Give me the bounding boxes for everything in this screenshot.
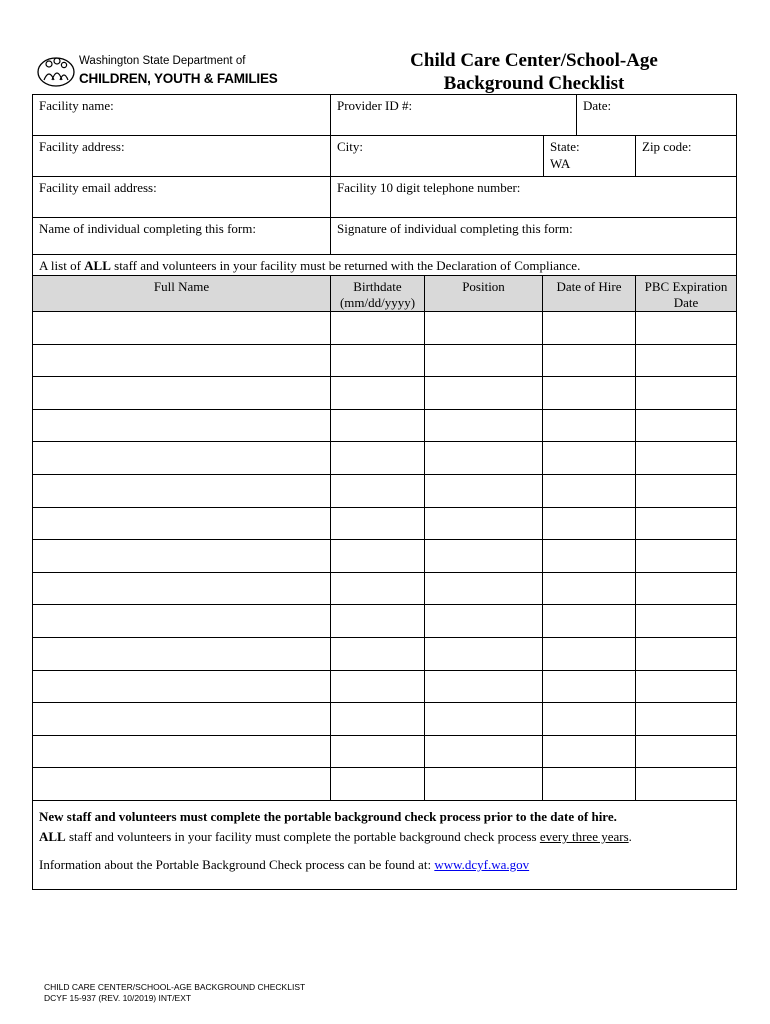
position-cell[interactable] (424, 768, 542, 800)
pbc-expiration-cell[interactable] (635, 703, 736, 735)
date-of-hire-cell[interactable] (542, 671, 635, 703)
facility-address-label: Facility address: (39, 139, 125, 154)
date-of-hire-cell[interactable] (542, 377, 635, 409)
date-field[interactable] (576, 95, 736, 135)
pbc-expiration-cell[interactable] (635, 540, 736, 572)
pbc-expiration-cell[interactable] (635, 605, 736, 637)
birthdate-cell[interactable] (330, 573, 424, 605)
family-logo-icon (36, 50, 76, 88)
staff-table-body (33, 312, 736, 801)
form-row-4 (33, 218, 736, 255)
position-cell[interactable] (424, 345, 542, 377)
phone-field[interactable] (330, 177, 736, 217)
position-cell[interactable] (424, 475, 542, 507)
pbc-expiration-cell[interactable] (635, 508, 736, 540)
date-of-hire-cell[interactable] (542, 410, 635, 442)
pbc-expiration-cell[interactable] (635, 573, 736, 605)
full-name-cell[interactable] (33, 540, 330, 572)
birthdate-cell[interactable] (330, 312, 424, 344)
position-cell[interactable] (424, 573, 542, 605)
header-birthdate: Birthdate (mm/dd/yyyy) (330, 276, 424, 311)
position-cell[interactable] (424, 638, 542, 670)
form-row-1 (33, 95, 736, 136)
full-name-cell[interactable] (33, 671, 330, 703)
form-number: DCYF 15-937 (REV. 10/2019) INT/EXT (44, 993, 192, 1003)
pbc-expiration-cell[interactable] (635, 768, 736, 800)
zip-code-field[interactable] (635, 136, 736, 176)
position-cell[interactable] (424, 671, 542, 703)
table-row (33, 638, 736, 671)
pbc-expiration-cell[interactable] (635, 312, 736, 344)
position-cell[interactable] (424, 736, 542, 768)
dcyf-website-link[interactable]: www.dcyf.wa.gov (434, 856, 530, 872)
zip-code-label: Zip code: (642, 139, 692, 154)
title-line-2: Background Checklist (443, 73, 625, 94)
form-row-3 (33, 177, 736, 218)
title-line-1: Child Care Center/School-Age (410, 50, 658, 71)
date-of-hire-cell[interactable] (542, 703, 635, 735)
position-cell[interactable] (424, 605, 542, 637)
position-cell[interactable] (424, 703, 542, 735)
note-bold-all: ALL (84, 258, 111, 273)
pbc-expiration-cell[interactable] (635, 671, 736, 703)
page-title (360, 49, 708, 95)
facility-name-field[interactable] (33, 95, 330, 135)
position-cell[interactable] (424, 377, 542, 409)
date-of-hire-cell[interactable] (542, 312, 635, 344)
full-name-cell[interactable] (33, 508, 330, 540)
table-row (33, 345, 736, 378)
pbc-expiration-cell[interactable] (635, 475, 736, 507)
position-cell[interactable] (424, 312, 542, 344)
date-of-hire-cell[interactable] (542, 345, 635, 377)
table-row (33, 508, 736, 541)
date-of-hire-cell[interactable] (542, 573, 635, 605)
note-text-end: staff and volunteers in your facility must be returned with the Declaration of Compliance. (110, 258, 581, 273)
city-label: City: (337, 139, 364, 154)
date-of-hire-cell[interactable] (542, 605, 635, 637)
table-row (33, 671, 736, 704)
birthdate-cell[interactable] (330, 508, 424, 540)
birthdate-cell[interactable] (330, 475, 424, 507)
birthdate-cell[interactable] (330, 671, 424, 703)
full-name-cell[interactable] (33, 736, 330, 768)
table-row (33, 312, 736, 345)
full-name-cell[interactable] (33, 605, 330, 637)
date-of-hire-cell[interactable] (542, 540, 635, 572)
signature-label: Signature of individual completing this form: (337, 221, 573, 236)
header-full-name: Full Name (153, 279, 210, 294)
birthdate-cell[interactable] (330, 703, 424, 735)
provider-id-label: Provider ID #: (337, 98, 413, 113)
form-name: CHILD CARE CENTER/SCHOOL-AGE BACKGROUND CHECKLIST (44, 982, 306, 992)
provider-id-field[interactable] (330, 95, 576, 135)
state-field[interactable] (543, 136, 635, 176)
checklist-form (32, 94, 737, 890)
date-of-hire-cell[interactable] (542, 475, 635, 507)
pbc-expiration-cell[interactable] (635, 410, 736, 442)
date-of-hire-cell[interactable] (542, 638, 635, 670)
date-of-hire-cell[interactable] (542, 508, 635, 540)
position-cell[interactable] (424, 442, 542, 474)
renewal-requirement: ALL staff and volunteers in your facility must complete the portable background check process every three years. (39, 828, 632, 844)
staff-table-header (33, 275, 736, 312)
birthdate-cell[interactable] (330, 410, 424, 442)
dcyf-logo (36, 50, 278, 92)
signature-field[interactable] (330, 218, 736, 254)
pbc-info-line: Information about the Portable Background Check process can be found at: www.dcyf.wa.gov (39, 856, 530, 872)
full-name-cell[interactable] (33, 312, 330, 344)
state-value: WA (550, 156, 571, 171)
table-row (33, 736, 736, 769)
header-position: Position (424, 276, 542, 311)
full-name-cell[interactable] (33, 475, 330, 507)
table-row (33, 768, 736, 801)
position-cell[interactable] (424, 540, 542, 572)
full-name-cell[interactable] (33, 377, 330, 409)
full-name-cell[interactable] (33, 638, 330, 670)
table-row (33, 377, 736, 410)
pbc-expiration-cell[interactable] (635, 736, 736, 768)
completer-name-label: Name of individual completing this form: (39, 221, 256, 236)
birthdate-cell[interactable] (330, 345, 424, 377)
phone-label: Facility 10 digit telephone number: (337, 180, 521, 195)
logo-department-line: CHILDREN, YOUTH & FAMILIES (79, 71, 278, 86)
full-name-cell[interactable] (33, 573, 330, 605)
header-pbc-expiration: PBC Expiration Date (635, 276, 736, 311)
new-staff-requirement: New staff and volunteers must complete the portable background check process prior to the date of hire. (39, 808, 617, 824)
table-row (33, 475, 736, 508)
logo-agency-line: Washington State Department of (79, 55, 246, 67)
birthdate-cell[interactable] (330, 736, 424, 768)
note-text-start: A list of (39, 258, 85, 273)
city-field[interactable] (330, 136, 543, 176)
full-name-cell[interactable] (33, 345, 330, 377)
table-row (33, 573, 736, 606)
table-row (33, 410, 736, 443)
birthdate-cell[interactable] (330, 377, 424, 409)
email-label: Facility email address: (39, 180, 157, 195)
facility-address-field[interactable] (33, 136, 330, 176)
position-cell[interactable] (424, 410, 542, 442)
date-of-hire-cell[interactable] (542, 768, 635, 800)
state-label: State: (550, 139, 580, 154)
pbc-expiration-cell[interactable] (635, 638, 736, 670)
pbc-expiration-cell[interactable] (635, 442, 736, 474)
pbc-expiration-cell[interactable] (635, 377, 736, 409)
birthdate-cell[interactable] (330, 638, 424, 670)
date-of-hire-cell[interactable] (542, 442, 635, 474)
form-row-2 (33, 136, 736, 177)
birthdate-cell[interactable] (330, 768, 424, 800)
date-of-hire-cell[interactable] (542, 736, 635, 768)
full-name-cell[interactable] (33, 703, 330, 735)
pbc-expiration-cell[interactable] (635, 345, 736, 377)
table-row (33, 605, 736, 638)
full-name-cell[interactable] (33, 442, 330, 474)
staff-list-note (33, 255, 736, 275)
document-footer (44, 982, 305, 1004)
table-row (33, 540, 736, 573)
instructions-block (33, 801, 736, 889)
birthdate-cell[interactable] (330, 442, 424, 474)
completer-name-field[interactable] (33, 218, 330, 254)
table-row (33, 703, 736, 736)
facility-name-label: Facility name: (39, 98, 114, 113)
header-date-of-hire: Date of Hire (542, 276, 635, 311)
full-name-cell[interactable] (33, 768, 330, 800)
full-name-cell[interactable] (33, 410, 330, 442)
date-label: Date: (583, 98, 612, 113)
email-field[interactable] (33, 177, 330, 217)
table-row (33, 442, 736, 475)
position-cell[interactable] (424, 508, 542, 540)
birthdate-cell[interactable] (330, 540, 424, 572)
birthdate-cell[interactable] (330, 605, 424, 637)
